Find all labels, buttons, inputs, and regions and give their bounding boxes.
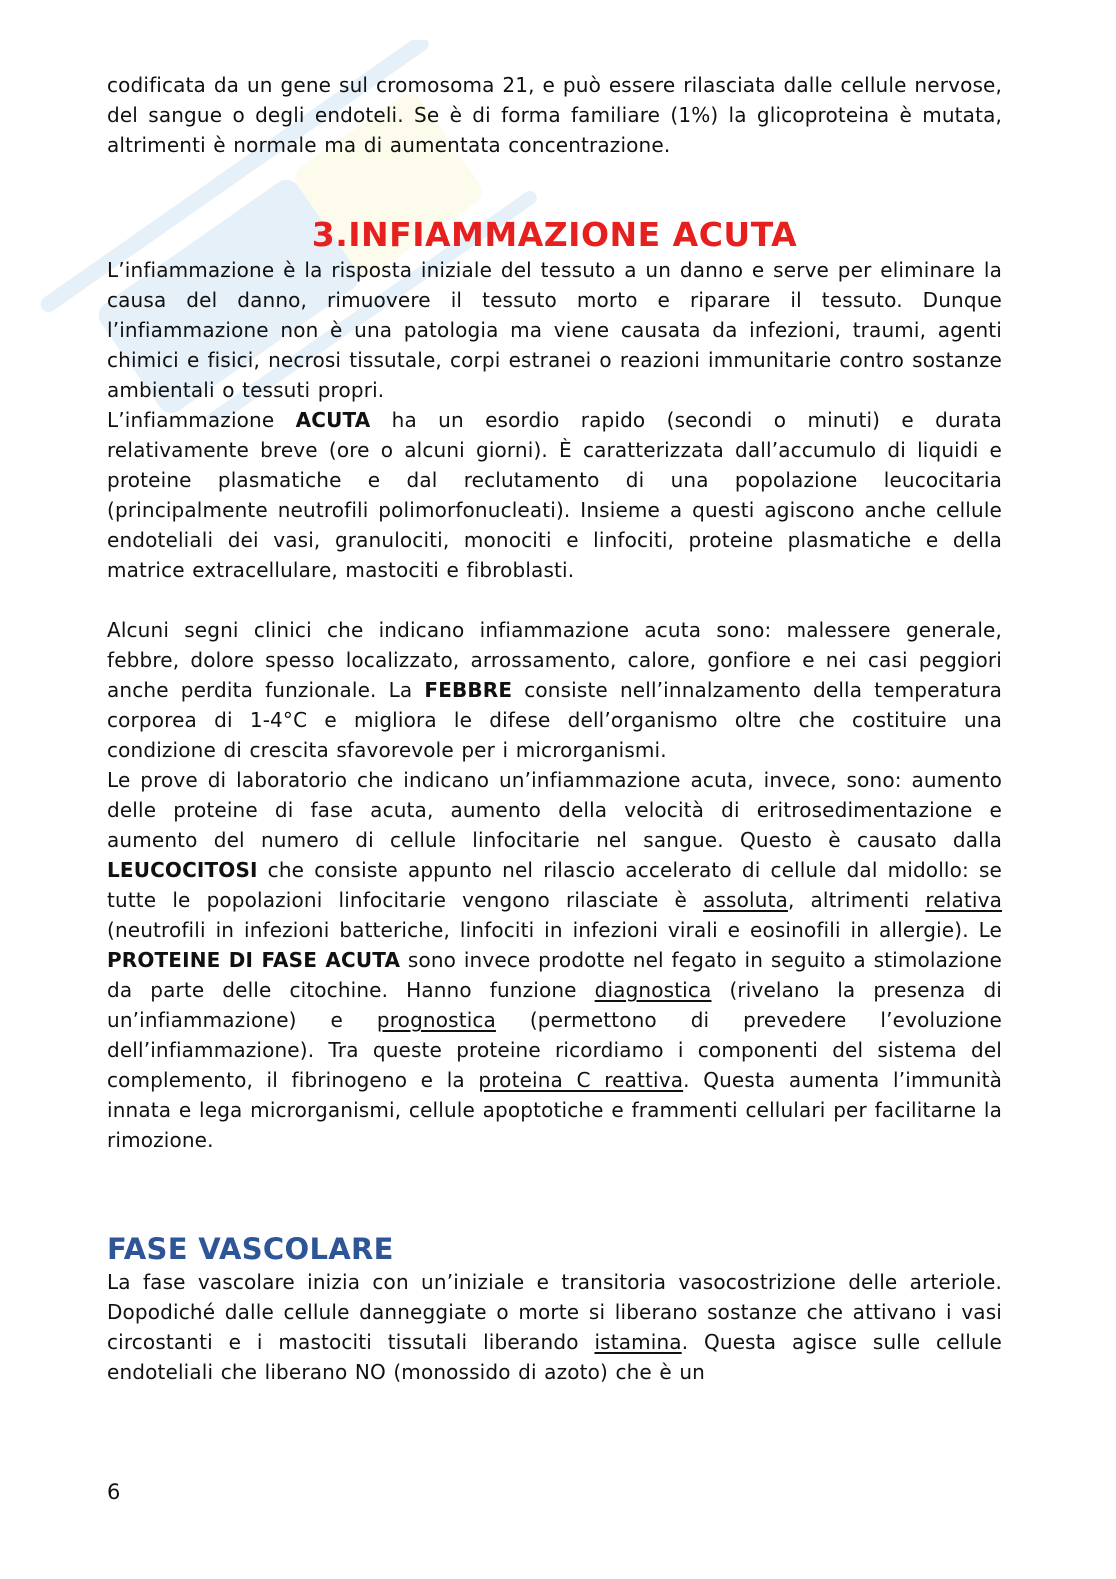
bold-leucocitosi: LEUCOCITOSI (107, 858, 258, 882)
underlined-diagnostica: diagnostica (594, 978, 712, 1002)
underlined-istamina: istamina (594, 1330, 682, 1354)
document-page (107, 70, 1002, 1387)
page-number: 6 (107, 1480, 121, 1504)
underlined-relativa: relativa (925, 888, 1002, 912)
underlined-assoluta: assoluta (703, 888, 788, 912)
bold-febbre: FEBBRE (424, 678, 513, 702)
chapter-title: 3.INFIAMMAZIONE ACUTA (311, 215, 798, 254)
paragraph-lab-tests: Le prove di laboratorio che indicano un’infiammazione acuta, invece, sono: aumento delle proteine di fase acuta, aumento della velocità di eritrosedimentazione e aumento del numero di cellule linfocitarie nel sangue. Questo è causato dalla LEUCOCITOSI che consiste appunto nel rilascio accelerato di cellule dal midollo: se tutte le popolazioni linfocitarie vengono rilasciate è assoluta, altrimenti relativa (neutrofili in infezioni batteriche, linfociti in infezioni virali e eosinofili in allergie). Le PROTEINE DI FASE ACUTA sono invece prodotte nel fegato in seguito a stimolazione da parte delle citochine. Hanno funzione diagnostica (rivelano la presenza di un’infiammazione) e prognostica (permettono di prevedere l’evoluzione dell’infiammazione). Tra queste proteine ricordiamo i componenti del sistema del complemento, il fibrinogeno e la proteina C reattiva. Questa aumenta l’immunità innata e lega microrganismi, cellule apoptotiche e frammenti cellulari per facilitarne la rimozione. (107, 768, 1003, 1152)
underlined-prognostica: prognostica (376, 1008, 496, 1032)
section-title: FASE VASCOLARE (107, 1232, 394, 1266)
bold-acuta: ACUTA (295, 408, 371, 432)
paragraph-definition: L’infiammazione è la risposta iniziale del tessuto a un danno e serve per eliminare la causa del danno, rimuovere il tessuto morto e riparare il tessuto. Dunque l’infiammazione non è una patologia ma viene causata da infezioni, traumi, agenti chimici e fisici, necrosi tissutale, corpi estranei o reazioni immunitarie contro sostanze ambientali o tessuti propri. (107, 258, 1002, 402)
paragraph-clinical-signs: Alcuni segni clinici che indicano infiammazione acuta sono: malessere generale, febbre, dolore spesso localizzato, arrossamento, calore, gonfiore e nei casi peggiori anche perdita funzionale. La FEBBRE consiste nell’innalzamento della temperatura corporea di 1-4°C e migliora le difese dell’organismo oltre che costituire una condizione di crescita sfavorevole per i microrganismi. (107, 618, 1002, 762)
intro-paragraph: codificata da un gene sul cromosoma 21, e può essere rilasciata dalle cellule nervose, del sangue o degli endoteli. Se è di forma familiare (1%) la glicoproteina è mutata, altrimenti è normale ma di aumentata concentrazione. (107, 73, 1002, 157)
paragraph-vascular-phase: La fase vascolare inizia con un’iniziale e transitoria vasocostrizione delle arteriole. Dopodiché dalle cellule danneggiate o morte si liberano sostanze che attivano i vasi circostanti e i mastociti tissutali liberando istamina. Questa agisce sulle cellule endoteliali che liberano NO (monossido di azoto) che è un (107, 1270, 1002, 1384)
bold-proteine-fase-acuta: PROTEINE DI FASE ACUTA (107, 948, 401, 972)
underlined-proteina-c-reattiva: proteina C reattiva (478, 1068, 684, 1092)
paragraph-acute: L’infiammazione ACUTA ha un esordio rapido (secondi o minuti) e durata relativamente breve (ore o alcuni giorni). È caratterizzata dall’accumulo di liquidi e proteine plasmatiche e dal reclutamento di una popolazione leucocitaria (principalmente neutrofili polimorfonucleati). Insieme a questi agiscono anche cellule endoteliali dei vasi, granulociti, monociti e linfociti, proteine plasmatiche e della matrice extracellulare, mastociti e fibroblasti. (107, 408, 1002, 582)
